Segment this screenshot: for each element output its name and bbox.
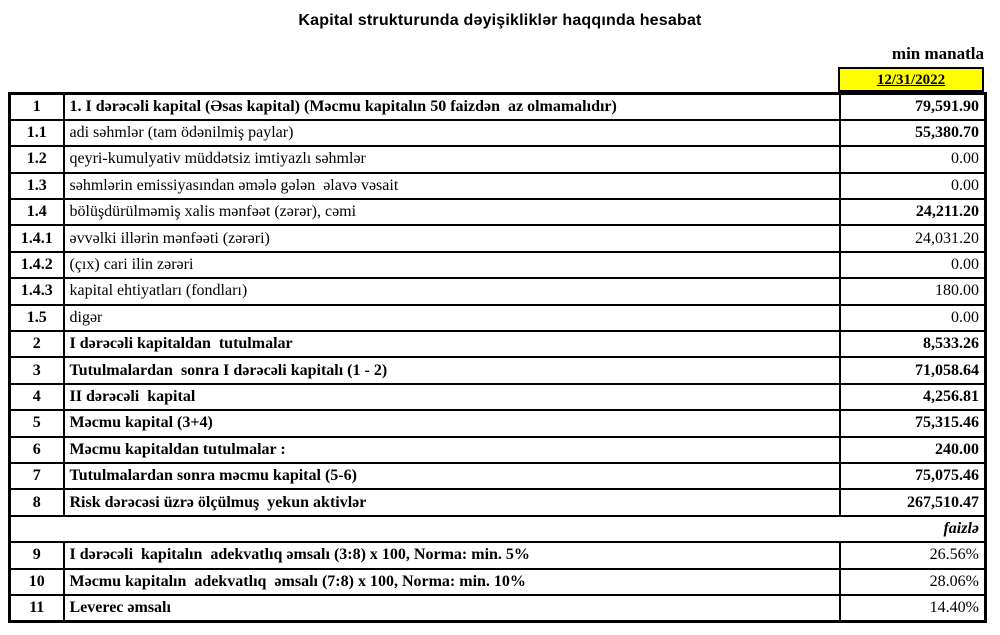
row-value-cell: 180.00: [840, 278, 986, 304]
row-value-cell: 28.06%: [840, 569, 986, 595]
capital-structure-table: [8, 92, 987, 623]
table-row: [10, 542, 986, 568]
row-number-cell: 1.2: [10, 146, 64, 172]
table-row: [10, 410, 986, 436]
row-label-cell: Tutulmalardan sonra məcmu kapital (5-6): [64, 463, 840, 489]
row-value-cell: 267,510.47: [840, 489, 986, 515]
date-header-text: 12/31/2022: [876, 72, 946, 88]
row-value-cell: 75,075.46: [840, 463, 986, 489]
row-label-cell: Məcmu kapitaldan tutulmalar :: [64, 437, 840, 463]
table-row: [10, 463, 986, 489]
row-label-cell: adi səhmlər (tam ödənilmiş paylar): [64, 120, 840, 146]
table-row: [10, 331, 986, 357]
row-number-cell: 7: [10, 463, 64, 489]
row-label-cell: Tutulmalardan sonra I dərəcəli kapitalı (1 - 2): [64, 357, 840, 383]
table-row: [10, 569, 986, 595]
row-number-cell: 1.4.2: [10, 252, 64, 278]
row-number-cell: 5: [10, 410, 64, 436]
row-value-cell: 24,211.20: [840, 199, 986, 225]
page-title: Kapital strukturunda dəyişikliklər haqqında hesabat: [298, 12, 702, 29]
row-value-cell: 4,256.81: [840, 384, 986, 410]
row-label-cell: qeyri-kumulyativ müddətsiz imtiyazlı səhmlər: [64, 146, 840, 172]
row-label-cell: I dərəcəli kapitaldan tutulmalar: [64, 331, 840, 357]
row-label-cell: səhmlərin emissiyasından əmələ gələn əlavə vəsait: [64, 173, 840, 199]
table-row: [10, 305, 986, 331]
row-number-cell: 4: [10, 384, 64, 410]
table-row: [10, 384, 986, 410]
row-value-cell: 24,031.20: [840, 225, 986, 251]
table-row: [10, 199, 986, 225]
row-value-cell: 0.00: [840, 252, 986, 278]
table-row: [10, 94, 986, 120]
row-number-cell: 1.4.1: [10, 225, 64, 251]
row-value-cell: 71,058.64: [840, 357, 986, 383]
capital-table-body: [10, 94, 986, 622]
row-number-cell: 1.4: [10, 199, 64, 225]
row-label-cell: Məcmu kapital (3+4): [64, 410, 840, 436]
row-label-cell: kapital ehtiyatları (fondları): [64, 278, 840, 304]
table-row: [10, 595, 986, 621]
row-label-cell: II dərəcəli kapital: [64, 384, 840, 410]
row-number-cell: 10: [10, 569, 64, 595]
row-label-cell: bölüşdürülməmiş xalis mənfəət (zərər), cəmi: [64, 199, 840, 225]
table-row: [10, 516, 986, 542]
row-value-cell: 79,591.90: [840, 94, 986, 120]
row-number-cell: 2: [10, 331, 64, 357]
table-row: [10, 173, 986, 199]
table-row: [10, 120, 986, 146]
row-value-cell: 240.00: [840, 437, 986, 463]
row-value-cell: 55,380.70: [840, 120, 986, 146]
row-value-cell: 0.00: [840, 146, 986, 172]
date-header-cell: [838, 67, 984, 92]
row-label-cell: Leverec əmsalı: [64, 595, 840, 621]
table-row: [10, 357, 986, 383]
row-number-cell: 9: [10, 542, 64, 568]
row-number-cell: 3: [10, 357, 64, 383]
row-number-cell: 1.3: [10, 173, 64, 199]
row-value-cell: 75,315.46: [840, 410, 986, 436]
row-number-cell: 1.5: [10, 305, 64, 331]
row-number-cell: 1.4.3: [10, 278, 64, 304]
row-label-cell: 1. I dərəcəli kapital (Əsas kapital) (Məcmu kapitalın 50 faizdən az olmamalıdır): [64, 94, 840, 120]
row-value-cell: 0.00: [840, 305, 986, 331]
table-row: [10, 146, 986, 172]
unit-label: min manatla: [891, 44, 984, 63]
row-number-cell: 11: [10, 595, 64, 621]
table-row: [10, 278, 986, 304]
table-row: [10, 252, 986, 278]
row-number-cell: 8: [10, 489, 64, 515]
row-number-cell: 1: [10, 94, 64, 120]
row-number-cell: 1.1: [10, 120, 64, 146]
row-value-cell: 0.00: [840, 173, 986, 199]
table-row: [10, 489, 986, 515]
table-row: [10, 225, 986, 251]
row-number-cell: 6: [10, 437, 64, 463]
row-value-cell: 26.56%: [840, 542, 986, 568]
row-label-cell: I dərəcəli kapitalın adekvatlıq əmsalı (3:8) x 100, Norma: min. 5%: [64, 542, 840, 568]
table-row: [10, 437, 986, 463]
row-label-cell: Məcmu kapitalın adekvatlıq əmsalı (7:8) x 100, Norma: min. 10%: [64, 569, 840, 595]
row-label-cell: əvvəlki illərin mənfəəti (zərəri): [64, 225, 840, 251]
row-label-cell: digər: [64, 305, 840, 331]
row-label-cell: (çıx) cari ilin zərəri: [64, 252, 840, 278]
row-value-cell: 14.40%: [840, 595, 986, 621]
row-label-cell: Risk dərəcəsi üzrə ölçülmuş yekun aktivlər: [64, 489, 840, 515]
row-value-cell: 8,533.26: [840, 331, 986, 357]
percent-unit-cell: faizlə: [10, 516, 986, 542]
